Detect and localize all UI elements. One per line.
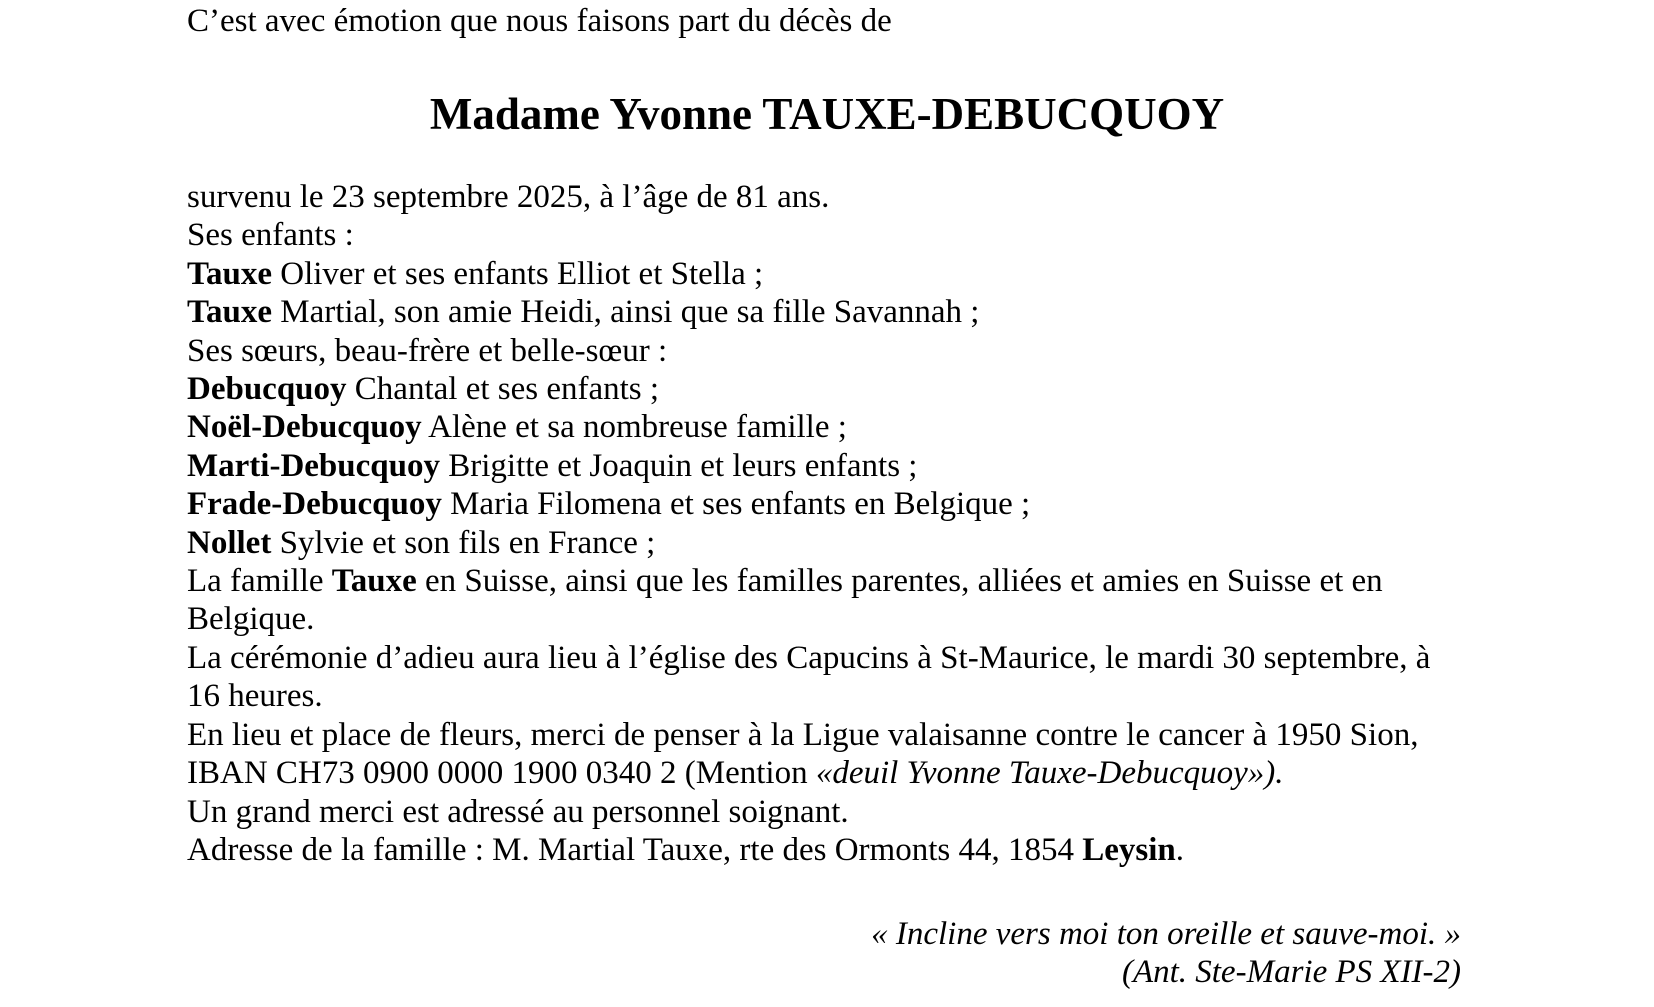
text-line: [187, 677, 1430, 715]
text-line: [187, 716, 1430, 754]
text-line: [187, 754, 1430, 792]
surname-bold: Debucquoy: [187, 371, 347, 408]
text-segment: Sylvie et son fils en France ;: [271, 524, 656, 561]
text-line: [187, 793, 1430, 831]
text-segment: Chantal et ses enfants ;: [346, 371, 660, 408]
text-line: [187, 178, 1430, 216]
text-line: [187, 447, 1430, 485]
quote-line: « Incline vers moi ton oreille et sauve-moi. »: [871, 916, 1461, 952]
text-segment: Martial, son amie Heidi, ainsi que sa fille Savannah ;: [271, 294, 980, 331]
text-segment: .: [1175, 831, 1184, 868]
text-segment: IBAN CH73 0900 0000 1900 0340 2 (Mention: [187, 755, 816, 792]
text-segment: La famille: [187, 563, 332, 600]
surname-bold: Nollet: [187, 524, 272, 561]
text-line: [187, 255, 1430, 293]
text-line: [187, 332, 1430, 370]
text-segment: En lieu et place de fleurs, merci de penser à la Ligue valaisanne contre le cancer à 1950 Sion,: [187, 716, 1419, 753]
text-segment: Adresse de la famille : M. Martial Tauxe, rte des Ormonts 44, 1854: [187, 831, 1083, 868]
text-line: [187, 408, 1430, 446]
quote-attribution: (Ant. Ste-Marie PS XII-2): [1121, 954, 1461, 991]
text-segment: survenu le 23 septembre 2025, à l’âge de 81 ans.: [187, 179, 830, 215]
surname-bold: Leysin: [1082, 831, 1176, 868]
text-line: [187, 524, 1430, 562]
text-line: [187, 293, 1430, 331]
surname-bold: Tauxe: [331, 563, 417, 600]
announcement-body: [187, 178, 1430, 869]
text-line: [187, 216, 1430, 254]
deceased-name-title: Madame Yvonne TAUXE-DEBUCQUOY: [429, 89, 1225, 139]
text-segment: Brigitte et Joaquin et leurs enfants ;: [439, 447, 918, 484]
quote-block: [871, 915, 1461, 992]
text-segment: Oliver et ses enfants Elliot et Stella ;: [271, 255, 764, 292]
text-segment: Ses sœurs, beau-frère et belle-sœur :: [187, 332, 668, 369]
text-line: [187, 639, 1430, 677]
text-segment: Un grand merci est adressé au personnel soignant.: [187, 793, 849, 830]
text-segment: Ses enfants :: [187, 217, 354, 254]
surname-bold: Frade-Debucquoy: [187, 486, 442, 523]
surname-bold: Marti-Debucquoy: [187, 447, 440, 484]
surname-bold: Tauxe: [187, 294, 272, 331]
text-segment: Maria Filomena et ses enfants en Belgique ;: [441, 486, 1031, 523]
text-segment: 16 heures.: [187, 678, 323, 715]
text-line: [187, 600, 1430, 638]
text-line: [187, 485, 1430, 523]
text-line: [187, 370, 1430, 408]
text-segment: La cérémonie d’adieu aura lieu à l’église des Capucins à St-Maurice, le mardi 30 septembre, à: [187, 639, 1431, 676]
surname-bold: Tauxe: [187, 255, 272, 292]
italic-text: «deuil Yvonne Tauxe-Debucquoy»).: [815, 755, 1284, 792]
text-segment: Belgique.: [187, 601, 315, 638]
intro-line: C’est avec émotion que nous faisons part du décès de: [187, 3, 892, 39]
text-line: [187, 831, 1430, 869]
text-line: [187, 562, 1430, 600]
text-segment: en Suisse, ainsi que les familles parentes, alliées et amies en Suisse et en: [416, 563, 1383, 600]
surname-bold: Noël-Debucquoy: [187, 409, 422, 446]
text-segment: Alène et sa nombreuse famille ;: [421, 409, 847, 446]
